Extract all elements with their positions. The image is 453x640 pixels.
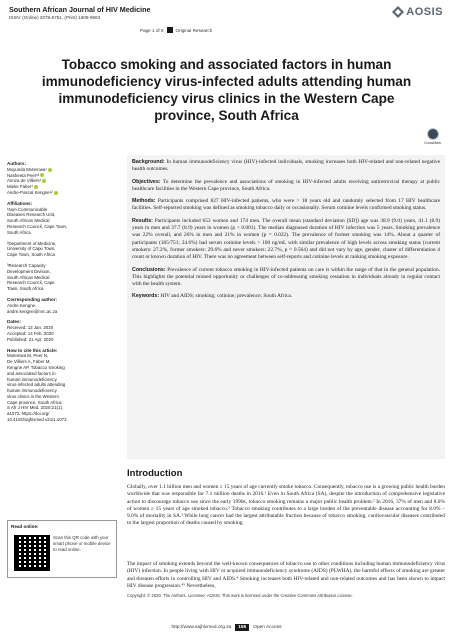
page-number: 155 [235,624,249,631]
introduction-heading: Introduction [127,468,183,479]
affiliation-line: ²Department of Medicine, [7,240,57,246]
affiliation-line: Cape Town, South Africa [7,252,55,258]
article-title: Tobacco smoking and associated factors in human immunodeficiency virus-infected adults attending human immunodeficiency virus clinics in the Western Cape province, South Africa [41,57,412,123]
citation-line: virus-infected adults attending [7,382,66,388]
author-name: Muyunda Mutemwa¹ [7,167,63,173]
introduction-paragraph: The impact of smoking extends beyond the well-known consequences of tobacco use to other conditions including human immunodeficiency virus (HIV) infection. In people living with HIV or acquired immunodeficiency syndrome (AIDS) (PLWHA), the harmful effects of smoking are greater and threaten efforts in controlling HIV and AIDS.⁴ Smoking increases both HIV-related and non-related outcomes and has been shown to impact HIV disease progression.⁴⁵ Nevertheless, [127,561,445,589]
abstract-results: Results: Participants included 653 women and 174 men. The overall mean (standard deviation [SD]) age was 38.9 (9.0) years, 41.1 (8.9) years in men and 37.7 (8.9) years in women (p < 0.001). The median diagnosed duration of HIV infection was 5 years. Smoking prevalence was 22% overall, and 26% in men and 21% in women (p = 0.022). The prevalence of former smoking was 14%. About a quarter of participants (185/751; 24.6%) had serum cotinine levels > 100 ng/mL with similar prevalence of high levels across smoking status (current smokers: 27.2%, former smokers: 29.6% and never smokers: 22.7%, p = 0.564) and did not vary by age, gender, cluster of differentiation 4 count or known duration of HIV. There was no agreement between self-reports and cotinine levels at ranking smoking exposure. [132,217,440,261]
citation-line: human immunodeficiency [7,388,57,394]
orcid-icon[interactable] [54,191,58,195]
publisher-logo [392,6,443,18]
read-online-title: Read online: [11,524,39,529]
orcid-icon[interactable] [42,179,46,183]
logo-text: AOSIS [406,6,443,18]
author-name: Mieke Faber¹ [7,184,63,190]
affiliation-line: University of Cape Town, [7,246,56,252]
footer-url[interactable]: http://www.sajhivmed.org.za [171,625,232,630]
crossmark-badge[interactable] [424,128,441,145]
date-published: Published: 21 Apr. 2020 [7,336,54,342]
affiliations-block [7,263,63,292]
affiliation-line: South Africa [7,229,31,235]
authors-block [7,161,63,196]
abstract-methods: Methods: Participants comprised 827 HIV-infected patients, who were > 18 years old and randomly selected from 17 HIV healthcare facilities. Self-reported smoking was defined as smoking tobacco daily or occasionally. Serum cotinine levels confirmed smoking status. [132,198,440,212]
affiliation-line: ³Research Capacity [7,262,46,268]
crossmark-icon [427,128,439,140]
affiliation-line: Development Division, [7,268,51,274]
open-access-label: Open Access [253,625,282,630]
author-name: Andre-Pascal Kengne¹² [7,190,63,196]
affiliation-line: South African Medical [7,274,50,280]
dates-heading: Dates: [7,319,22,325]
citation-doi-link[interactable]: 10.4102/sajhivmed.v21i1.1072 [7,417,67,423]
orcid-icon[interactable] [48,168,52,172]
authors-heading: Authors: [7,161,27,166]
abstract-box [127,155,445,459]
author-name: Nasheeta Peer¹² [7,173,63,179]
affiliation-line: Research Council, Cape Town, [7,223,68,229]
affiliations-block [7,200,68,236]
read-online-text: Scan this QR code with your smart phone or mobile device to read online. [53,535,111,552]
citation-doi-link[interactable]: a1072. https://doi.org/ [7,411,50,417]
dates-block [7,319,63,342]
affiliations-block [7,241,63,258]
journal-header [9,5,151,21]
page-footer [0,624,453,631]
citation-line: and associated factors in [7,370,56,376]
crossmark-label: CrossMark [424,141,441,145]
corresponding-author-block [7,297,63,314]
abstract-conclusions: Conclusions: Prevalence of current tobacco smoking in HIV-infected patients on care is within the range of that in the general population. This highlights the potential missed opportunity or challenges of co-addressing smoking cessation in individuals already in regular contact with the health system. [132,266,440,288]
abstract-objectives: Objectives: To determine the prevalence and associations of smoking in HIV-infected adults receiving antiretroviral therapy at public healthcare facilities in the Western Cape province, South Africa. [132,178,440,192]
citation-line: Mutemwa M, Peer N, [7,353,49,359]
introduction-paragraph: Globally, over 1.1 billion men and women ≥ 15 years of age currently smoke tobacco. Consequently, tobacco use is a growing public health burden worldwide that was responsible for 7.1 million deaths in 2016.¹ Even in South Africa (SA), despite the introduction of comprehensive legislative action to discourage tobacco use since the early 1990s, tobacco smoking remains a major public health problem.² In 2016, 37% of men and 8.0% of women ≥ 15 years of age smoked tobacco.³ Tobacco smoking contributes to a large burden of the preventable disease accounting for 8.0% – 9.0% of mortality in SA.³ While lung cancer had the largest attributable fraction because of tobacco smoking, cardiovascular diseases contributed to the largest proportion of deaths caused by smoking. [127,484,445,527]
meta-bar [140,27,212,33]
affiliation-line: ¹Non-Communicable [7,206,48,212]
affiliation-line: Town, South Africa [7,286,44,292]
qr-code-icon[interactable] [14,535,50,571]
citation-heading: How to cite this article: [7,347,58,353]
separator-square-icon [167,27,173,33]
author-name: Annza de Villiers¹ [7,178,63,184]
abstract-keywords: Keywords: HIV and AIDS; smoking; cotinine; prevalence; South Africa. [132,293,293,300]
citation-line: virus clinics in the Western [7,393,59,399]
citation-line: human immunodeficiency [7,376,57,382]
corresponding-email[interactable]: andre.kengne@mrc.ac.za [7,308,58,314]
journal-issn: ISSN: (Online) 2078-6751, (Print) 1608-9693 [9,15,101,20]
copyright-notice: Copyright: © 2020. The Authors. Licensee: AOSIS. This work is licensed under the Creative Commons Attribution License. [127,593,353,598]
abstract-background: Background: In human immunodeficiency virus (HIV)-infected individuals, smoking increases both HIV-related and non-related negative health outcomes. [132,159,440,173]
date-accepted: Accepted: 14 Feb. 2020 [7,330,54,336]
article-type: Original Research [175,27,213,33]
affiliation-line: South African Medical [7,218,50,224]
citation-line: Kengne AP. Tobacco smoking [7,364,65,370]
orcid-icon[interactable] [34,185,38,189]
affiliations-heading: Affiliations: [7,200,33,206]
date-received: Received: 13 Jan. 2020 [7,325,54,331]
orcid-icon[interactable] [40,173,44,177]
corresponding-name: Andre Kengne, [7,302,37,308]
citation-line: S Afr J HIV Med. 2020;21(1), [7,405,64,411]
citation-line: De Villiers A, Faber M, [7,359,51,365]
affiliation-line: Research Council, Cape [7,280,55,286]
citation-line: Cape province, South Africa. [7,399,63,405]
affiliation-line: Diseases Research Unit, [7,212,56,218]
page-indicator: Page 1 of 8 [140,27,164,33]
journal-title: Southern African Journal of HIV Medicine [9,5,151,14]
aosis-logo-icon [392,6,404,18]
article-sidebar [7,161,68,428]
read-online-box [7,520,117,578]
citation-block [7,347,67,423]
corresponding-heading: Corresponding author: [7,296,58,302]
